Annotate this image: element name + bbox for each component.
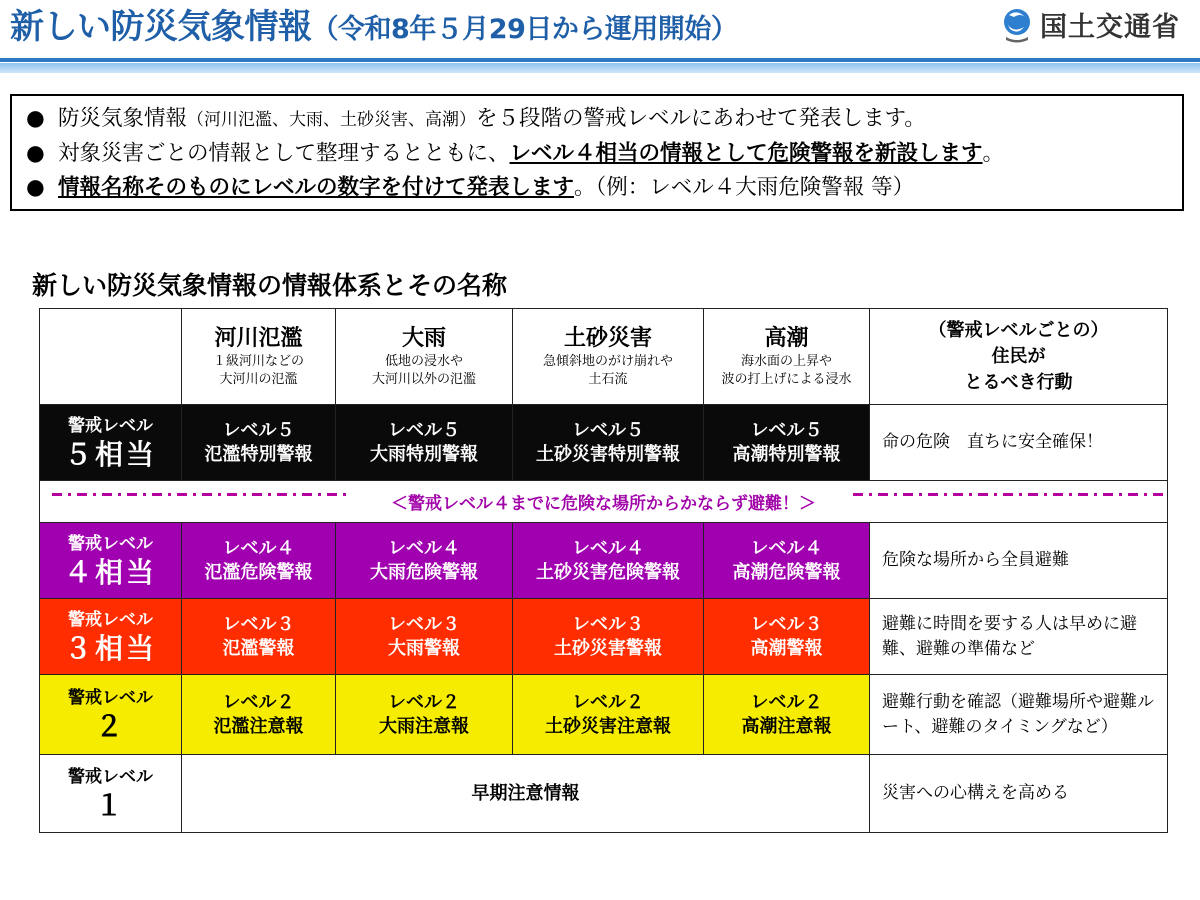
- level-label: 警戒レベル: [68, 533, 153, 554]
- column-desc: 土石流: [588, 371, 628, 387]
- summary-line-2-part-a: 対象災害ごとの情報として整理するとともに、: [58, 141, 510, 166]
- level-3-label-cell: [40, 599, 182, 675]
- separator-text: ＜警戒レベル４までに危険な場所からかならず避難！＞: [391, 494, 816, 514]
- ministry-name: 国土交通省: [1040, 12, 1180, 43]
- page-title: [10, 2, 737, 55]
- cell-warning-name: 土砂災害特別警報: [536, 443, 680, 465]
- summary-line-2-emphasis: レベル４相当の情報として危険警報を新設します: [509, 141, 983, 166]
- level-5-landslide-cell: [513, 405, 704, 481]
- cell-warning-name: 大雨注意報: [379, 715, 469, 737]
- cell-warning-name: 高潮警報: [750, 637, 823, 659]
- evacuation-separator: [40, 481, 1168, 523]
- column-desc: 低地の浸水や: [384, 353, 463, 369]
- column-desc: 海水面の上昇や: [740, 353, 832, 369]
- summary-line-1-part-b: （河川氾濫、大雨、土砂災害、高潮）: [187, 110, 477, 130]
- table-row-level-4: [40, 523, 1168, 599]
- cell-warning-name: 大雨警報: [388, 637, 460, 659]
- summary-line-3: [26, 171, 1182, 205]
- ministry-logo: [1000, 5, 1180, 44]
- column-name: 高潮: [764, 325, 809, 351]
- cell-warning-name: 高潮特別警報: [732, 443, 841, 465]
- level-number: １: [94, 788, 126, 822]
- level-5-surge-cell: [704, 405, 870, 481]
- evacuation-separator-row: [40, 481, 1168, 523]
- cell-level: レベル５: [222, 419, 295, 441]
- level-number: ４相当: [63, 555, 157, 589]
- cell-level: レベル３: [388, 613, 460, 635]
- title-subtitle: （令和8年５月29日から運用開始）: [311, 14, 738, 45]
- cell-level: レベル２: [572, 691, 644, 713]
- table-row-level-5: [40, 405, 1168, 481]
- level-label: 警戒レベル: [68, 609, 153, 630]
- level-2-rain-cell: [336, 675, 513, 755]
- cell-level: レベル４: [222, 537, 295, 559]
- warning-system-table: [39, 308, 1168, 833]
- summary-line-1-part-c: を５段階の警戒レベルにあわせて発表します。: [476, 106, 926, 131]
- column-header-landslide: [513, 309, 704, 405]
- level-number: ２: [94, 709, 126, 743]
- level-4-landslide-cell: [513, 523, 704, 599]
- level-1-early-info-cell: 早期注意情報: [182, 755, 870, 833]
- cell-warning-name: 土砂災害危険警報: [536, 561, 680, 583]
- level-3-landslide-cell: [513, 599, 704, 675]
- column-name: 河川氾濫: [214, 325, 303, 351]
- cell-warning-name: 氾濫注意報: [213, 715, 304, 737]
- level-2-river-cell: [182, 675, 336, 755]
- action-header-line: とるべき行動: [964, 371, 1073, 393]
- summary-line-3-emphasis: 情報名称そのものにレベルの数字を付けて発表します: [58, 175, 575, 200]
- level-2-action-cell: 避難行動を確認（避難場所や避難ルート、避難のタイミングなど）: [870, 675, 1168, 755]
- level-5-action-cell: 命の危険 直ちに安全確保！: [870, 405, 1168, 481]
- cell-level: レベル３: [572, 613, 644, 635]
- cell-warning-name: 高潮注意報: [741, 715, 832, 737]
- cell-level: レベル５: [572, 419, 644, 441]
- level-2-label-cell: [40, 675, 182, 755]
- cell-level: レベル３: [750, 613, 823, 635]
- level-3-river-cell: [182, 599, 336, 675]
- level-3-rain-cell: [336, 599, 513, 675]
- cell-warning-name: 土砂災害警報: [554, 637, 662, 659]
- column-header-action: [870, 309, 1168, 405]
- bullet-icon: ●: [26, 141, 45, 166]
- level-5-rain-cell: [336, 405, 513, 481]
- separator-dash-right: [853, 493, 1163, 496]
- level-2-landslide-cell: [513, 675, 704, 755]
- level-5-river-cell: [182, 405, 336, 481]
- level-3-action-cell: 避難に時間を要する人は早めに避難、避難の準備など: [870, 599, 1168, 675]
- level-number: ３相当: [63, 631, 157, 665]
- header-corner-cell: [40, 309, 182, 405]
- title-text: 新しい防災気象情報: [10, 7, 312, 47]
- level-label: 警戒レベル: [68, 766, 153, 787]
- level-number: ５相当: [63, 437, 157, 471]
- column-desc: 大河川の氾濫: [219, 371, 298, 387]
- summary-box: [10, 94, 1184, 211]
- level-4-action-cell: 危険な場所から全員避難: [870, 523, 1168, 599]
- bullet-icon: ●: [26, 175, 45, 200]
- table-row-level-3: [40, 599, 1168, 675]
- cell-level: レベル５: [388, 419, 460, 441]
- summary-line-2: [26, 137, 1182, 171]
- level-3-surge-cell: [704, 599, 870, 675]
- cell-warning-name: 土砂災害注意報: [545, 715, 671, 737]
- table-row-level-1: [40, 755, 1168, 833]
- cell-warning-name: 大雨危険警報: [370, 561, 478, 583]
- cell-warning-name: 氾濫危険警報: [204, 561, 313, 583]
- column-name: 土砂災害: [563, 325, 652, 351]
- level-2-surge-cell: [704, 675, 870, 755]
- table-row-level-2: [40, 675, 1168, 755]
- summary-line-2-part-c: 。: [982, 141, 1005, 166]
- level-label: 警戒レベル: [68, 687, 153, 708]
- section-title: 新しい防災気象情報の情報体系とその名称: [32, 271, 508, 300]
- column-header-storm-surge: [704, 309, 870, 405]
- column-desc: 波の打上げによる浸水: [721, 371, 852, 387]
- level-4-river-cell: [182, 523, 336, 599]
- table-header-row: [40, 309, 1168, 405]
- mlit-emblem-icon: [1000, 7, 1034, 43]
- level-4-rain-cell: [336, 523, 513, 599]
- action-header-line: （警戒レベルごとの）: [928, 319, 1109, 341]
- separator-dash-left: [52, 493, 352, 496]
- header-divider: [0, 58, 1200, 62]
- column-desc: 大河川以外の氾濫: [371, 371, 476, 387]
- cell-level: レベル４: [572, 537, 644, 559]
- cell-level: レベル４: [750, 537, 823, 559]
- cell-level: レベル２: [222, 691, 295, 713]
- cell-level: レベル３: [222, 613, 295, 635]
- level-5-label-cell: [40, 405, 182, 481]
- summary-line-3-part-b: 。（例：レベル４大雨危険警報 等）: [574, 175, 915, 200]
- cell-level: レベル４: [388, 537, 460, 559]
- cell-level: レベル５: [750, 419, 823, 441]
- header-gradient-band: [0, 63, 1200, 73]
- summary-line-1: [26, 102, 1182, 137]
- cell-warning-name: 氾濫警報: [222, 637, 295, 659]
- column-header-heavy-rain: [336, 309, 513, 405]
- level-label: 警戒レベル: [68, 415, 153, 436]
- column-desc: 急傾斜地のがけ崩れや: [542, 353, 673, 369]
- level-1-action-cell: 災害への心構えを高める: [870, 755, 1168, 833]
- cell-warning-name: 高潮危険警報: [732, 561, 841, 583]
- level-1-label-cell: [40, 755, 182, 833]
- action-header-line: 住民が: [991, 345, 1046, 367]
- cell-level: レベル２: [388, 691, 460, 713]
- bullet-icon: ●: [26, 106, 45, 131]
- summary-line-1-part-a: 防災気象情報: [58, 106, 188, 131]
- cell-warning-name: 大雨特別警報: [370, 443, 478, 465]
- cell-level: レベル２: [750, 691, 823, 713]
- column-desc: １級河川などの: [212, 353, 304, 369]
- cell-warning-name: 氾濫特別警報: [204, 443, 313, 465]
- column-name: 大雨: [401, 325, 446, 351]
- level-4-surge-cell: [704, 523, 870, 599]
- level-4-label-cell: [40, 523, 182, 599]
- column-header-river: [182, 309, 336, 405]
